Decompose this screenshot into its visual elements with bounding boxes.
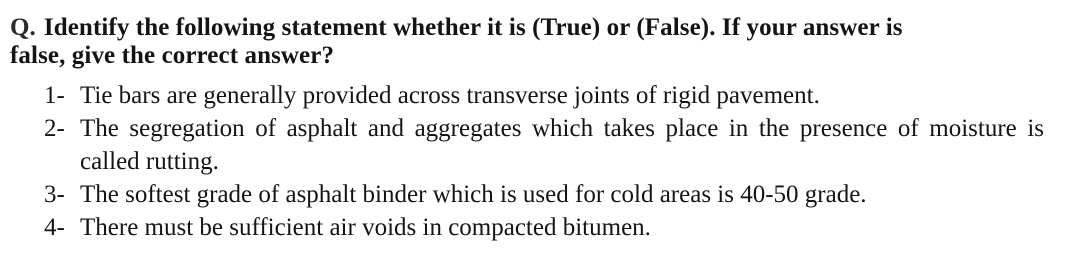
item-number: 1- bbox=[44, 82, 65, 109]
question-header bbox=[10, 14, 1070, 70]
statement-list bbox=[44, 79, 1044, 244]
item-text: The softest grade of asphalt binder which is used for cold areas is 40-50 grade. bbox=[80, 181, 867, 208]
list-item bbox=[44, 178, 1044, 211]
list-item bbox=[44, 79, 1044, 112]
question-line-2 bbox=[10, 42, 1070, 70]
item-text: There must be sufficient air voids in compacted bitumen. bbox=[80, 214, 651, 241]
question-text-line-1: Identify the following statement whether it is (True) or (False). If your answer is bbox=[43, 14, 903, 41]
question-number: Q. bbox=[10, 14, 36, 41]
item-number: 4- bbox=[44, 214, 65, 241]
question-line-1 bbox=[10, 14, 1070, 42]
item-number: 3- bbox=[44, 181, 65, 208]
item-number: 2- bbox=[44, 115, 65, 142]
list-item bbox=[44, 211, 1044, 244]
list-item bbox=[44, 112, 1044, 178]
item-text: Tie bars are generally provided across transverse joints of rigid pavement. bbox=[80, 82, 820, 109]
question-text-line-2: false, give the correct answer? bbox=[10, 42, 335, 69]
item-text: The segregation of asphalt and aggregates which takes place in the presence of moisture is called rutting. bbox=[80, 115, 1044, 175]
